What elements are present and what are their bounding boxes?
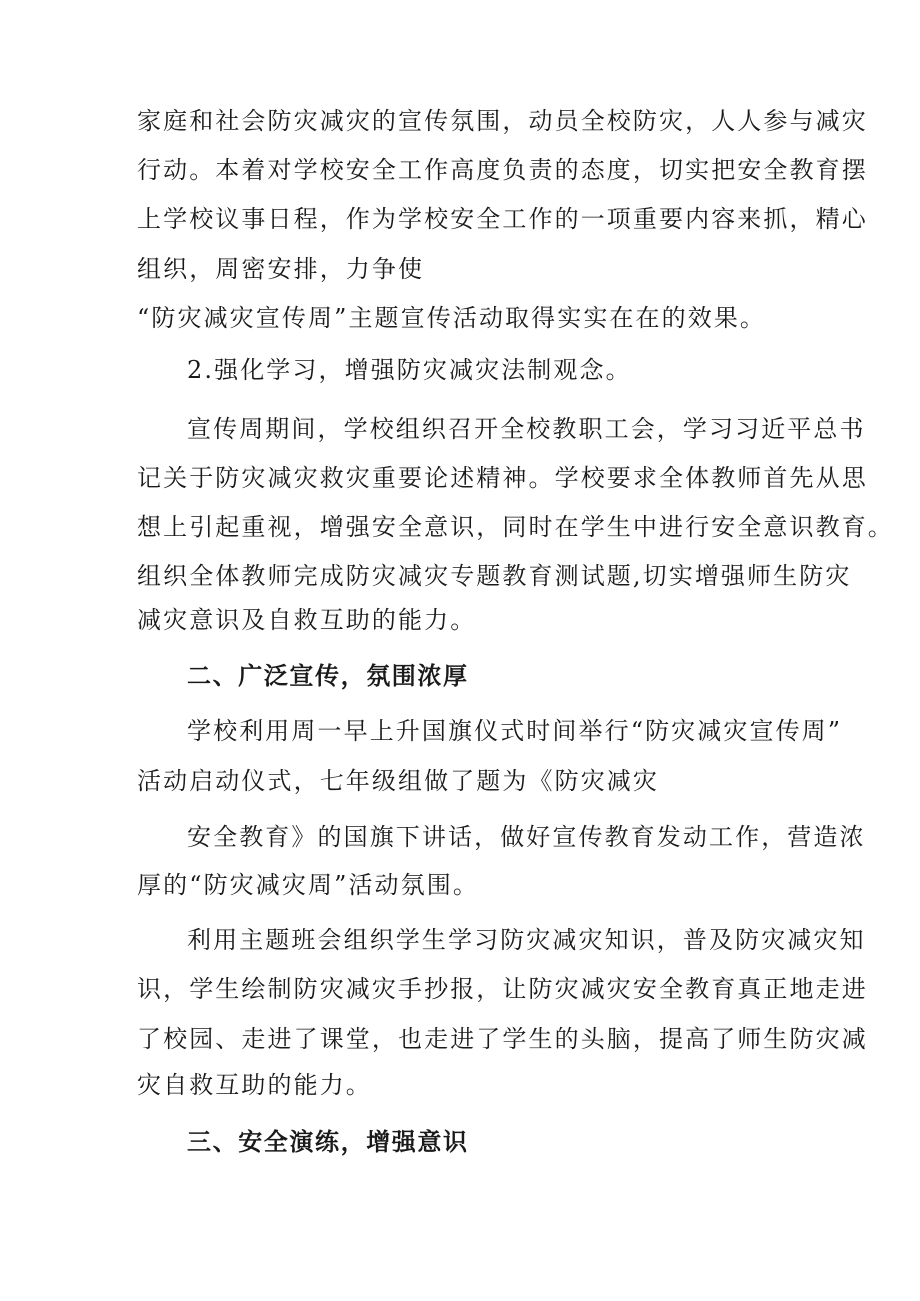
paragraph-line: 活动启动仪式，七年级组做了题为《防灾减灾 [137, 767, 659, 795]
paragraph-line: 组织，周密安排，力争使 [137, 255, 425, 283]
paragraph-line: 上学校议事日程，作为学校安全工作的一项重要内容来抓，精心 [137, 205, 868, 233]
paragraph-line: 宣传周期间，学校组织召开全校教职工会，学习习近平总书 [187, 415, 866, 443]
paragraph-line: 减灾意识及自救互助的能力。 [137, 606, 477, 634]
section-heading: 三、安全演练，增强意识 [187, 1128, 469, 1156]
paragraph-line: 学校利用周一早上升国旗仪式时间举行“防灾减灾宣传周” [187, 717, 843, 745]
paragraph-line: 识，学生绘制防灾减灾手抄报，让防灾减灾安全教育真正地走进 [137, 975, 868, 1003]
paragraph-line: 了校园、走进了课堂，也走进了学生的头脑，提高了师生防灾减 [137, 1025, 868, 1053]
paragraph-line: “防灾减灾宣传周”主题宣传活动取得实实在在的效果。 [137, 304, 767, 332]
paragraph-line: 厚的“防灾减灾周”活动氛围。 [137, 871, 479, 899]
paragraph-line: 记关于防灾减灾救灾重要论述精神。学校要求全体教师首先从思 [137, 464, 868, 492]
subsection-heading: 2.强化学习，增强防灾减灾法制观念。 [187, 356, 632, 384]
paragraph-line: 想上引起重视，增强安全意识，同时在学生中进行安全意识教育。 [137, 513, 894, 541]
paragraph-line: 灾自救互助的能力。 [137, 1071, 372, 1099]
paragraph-line: 行动。本着对学校安全工作高度负责的态度，切实把安全教育摆 [137, 156, 868, 184]
section-heading: 二、广泛宣传，氛围浓厚 [187, 662, 469, 690]
paragraph-line: 安全教育》的国旗下讲话，做好宣传教育发动工作，营造浓 [187, 823, 866, 851]
paragraph-line: 组织全体教师完成防灾减灾专题教育测试题,切实增强师生防灾 [137, 562, 852, 590]
paragraph-line: 家庭和社会防灾减灾的宣传氛围，动员全校防灾，人人参与减灾 [137, 107, 868, 135]
paragraph-line: 利用主题班会组织学生学习防灾减灾知识，普及防灾减灾知 [187, 926, 866, 954]
